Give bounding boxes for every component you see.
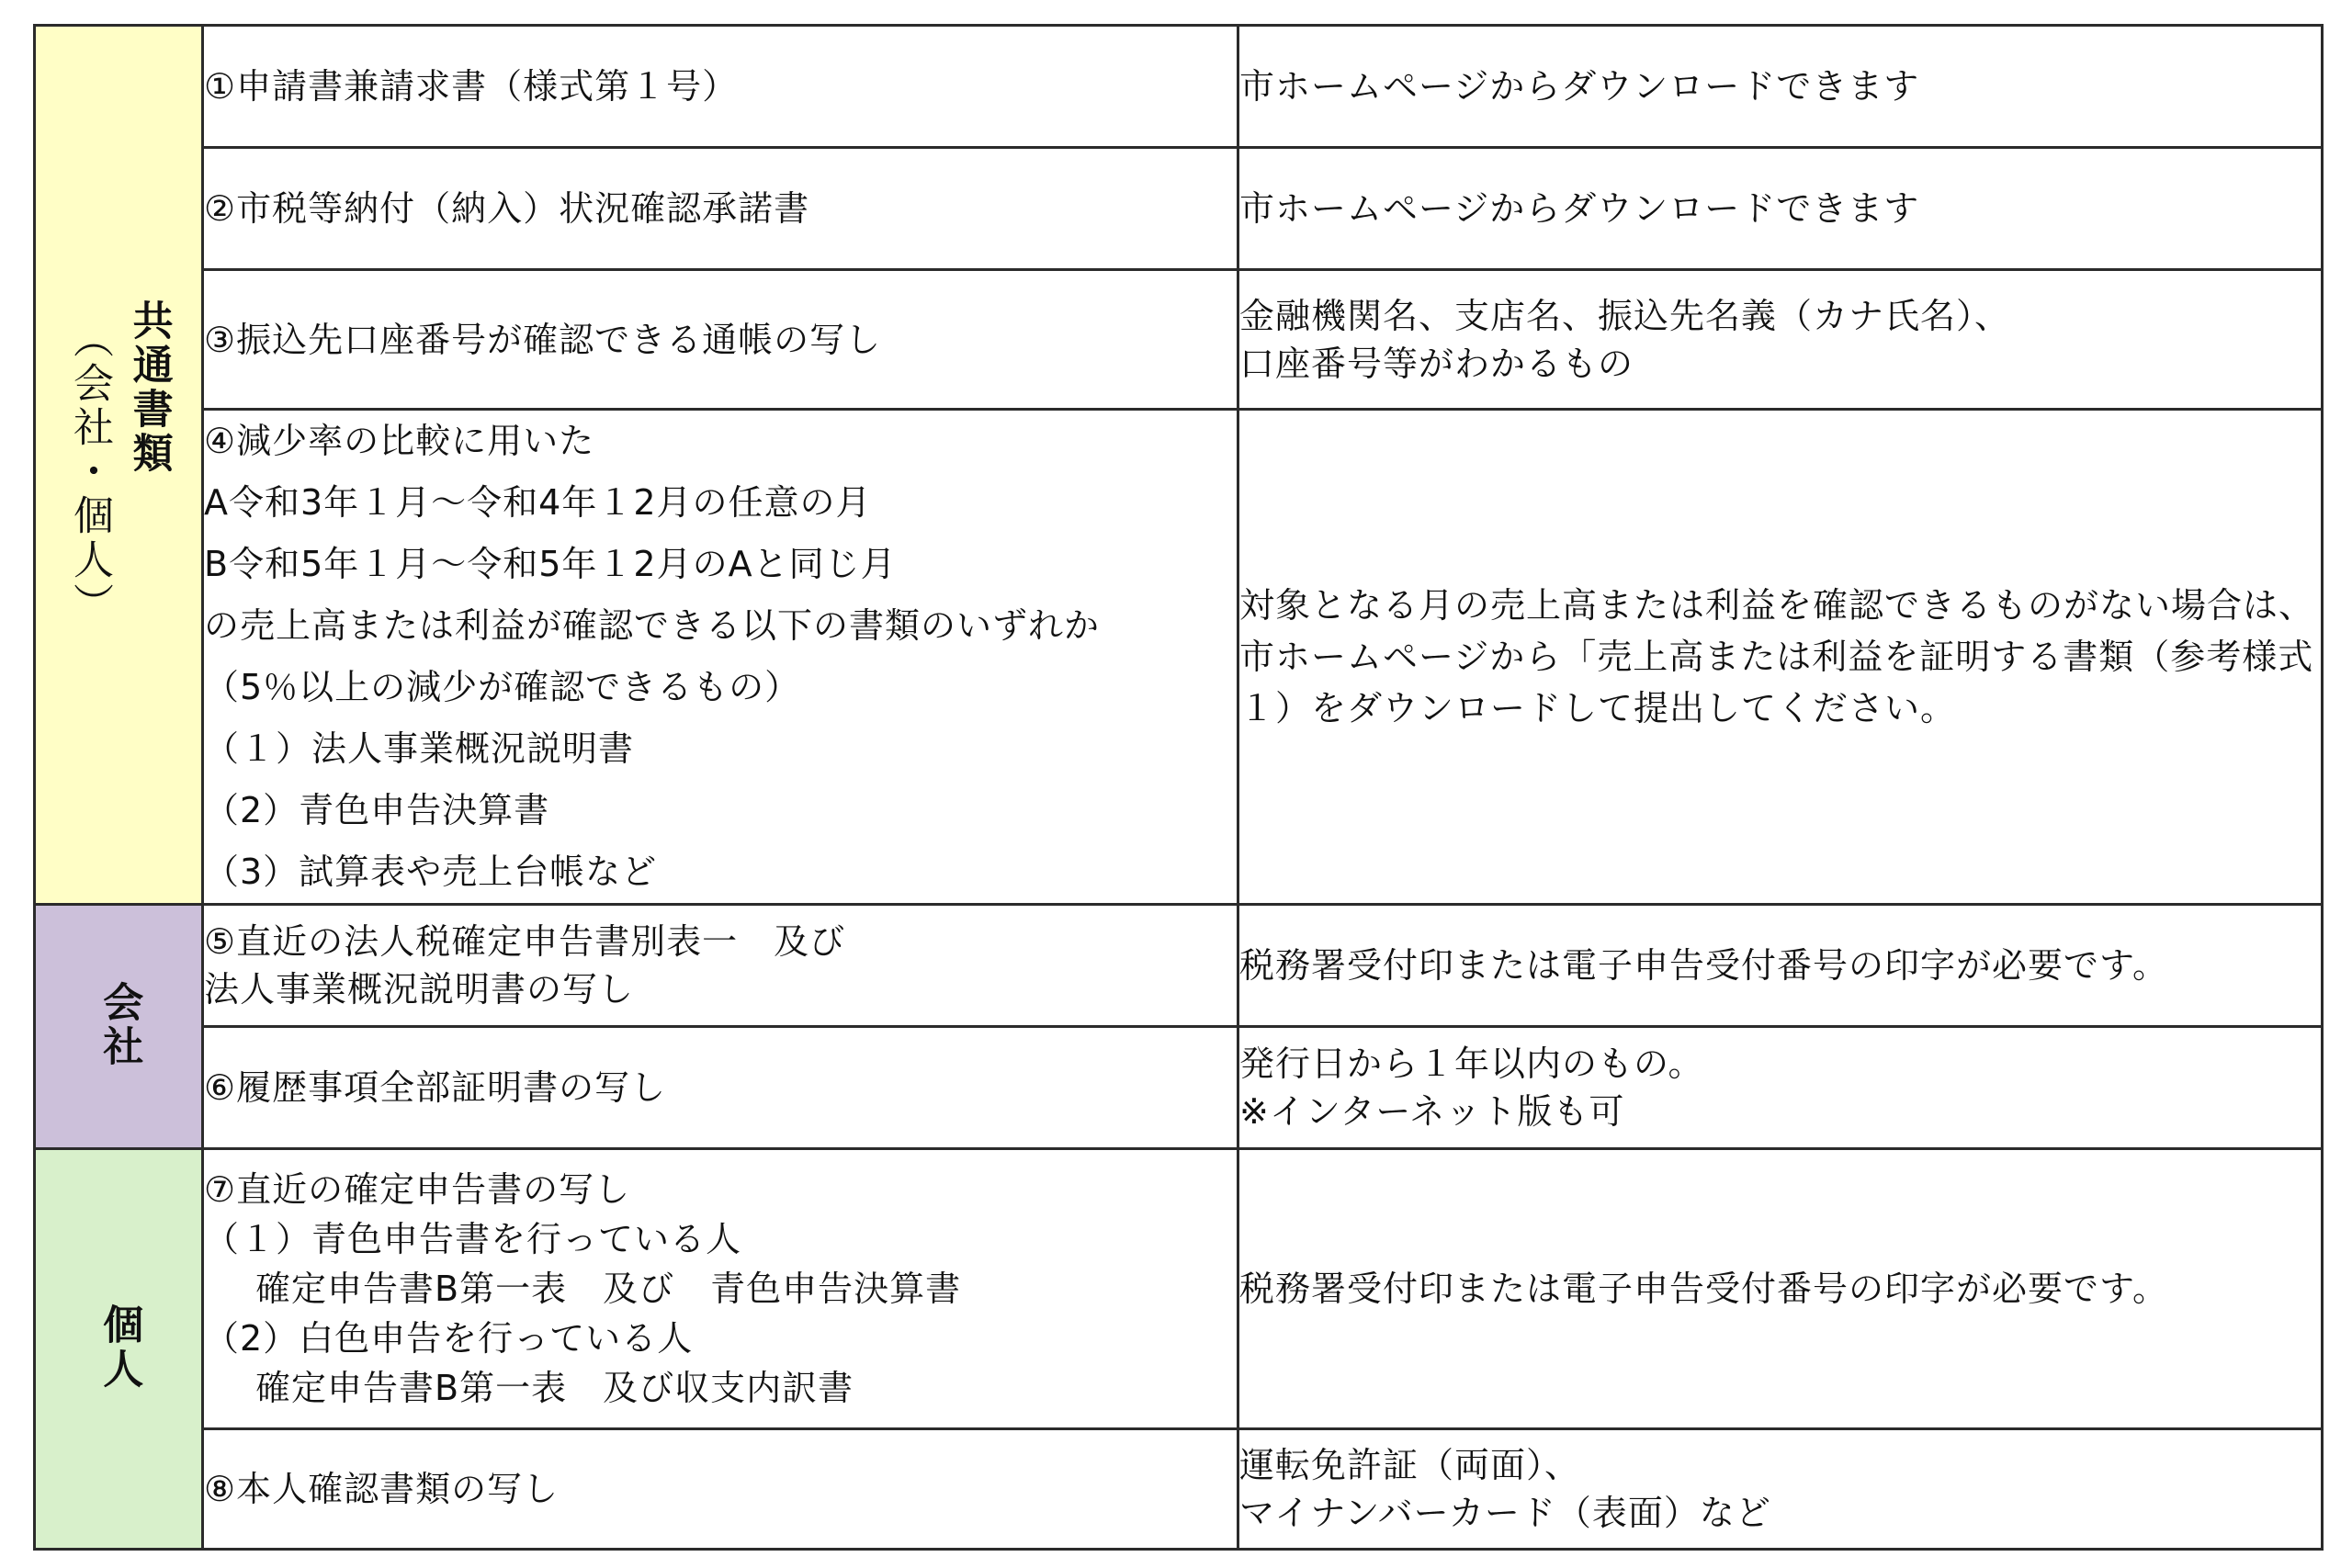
note-text: マイナンバーカード（表面）など bbox=[1239, 1493, 1771, 1533]
document-note bbox=[1238, 1027, 2323, 1149]
document-item bbox=[203, 1027, 1238, 1149]
document-note bbox=[1238, 410, 2323, 905]
table-row bbox=[35, 270, 2323, 410]
item-text: ②市税等納付（納入）状況確認承諾書 bbox=[204, 188, 810, 229]
table-row bbox=[35, 410, 2323, 905]
table-row bbox=[35, 1429, 2323, 1550]
item-text: （5％以上の減少が確認できるもの） bbox=[204, 667, 801, 707]
item-text: 確定申告書B第一表 及び収支内訳書 bbox=[255, 1368, 854, 1408]
note-text: 市ホームページからダウンロードできます bbox=[1239, 66, 1920, 107]
required-documents-table bbox=[33, 24, 2324, 1551]
note-text: 発行日から１年以内のもの。 bbox=[1239, 1043, 1704, 1084]
item-text: ⑦直近の確定申告書の写し bbox=[204, 1169, 631, 1210]
category-company-cell bbox=[35, 905, 203, 1149]
document-item bbox=[203, 270, 1238, 410]
item-text: （１）法人事業概況説明書 bbox=[204, 728, 635, 769]
item-text: ⑧本人確認書類の写し bbox=[204, 1469, 560, 1509]
item-text: 法人事業概況説明書の写し bbox=[204, 969, 635, 1010]
document-item bbox=[203, 1149, 1238, 1429]
document-note bbox=[1238, 1429, 2323, 1550]
document-item bbox=[203, 1429, 1238, 1550]
item-text: ④減少率の比較に用いた bbox=[204, 421, 595, 461]
document-item bbox=[203, 148, 1238, 270]
item-text: （2）白色申告を行っている人 bbox=[204, 1318, 694, 1359]
document-item bbox=[203, 905, 1238, 1027]
note-text: 税務署受付印または電子申告受付番号の印字が必要です。 bbox=[1239, 1269, 2168, 1309]
note-text: 金融機関名、支店名、振込先名義（カナ氏名）、 bbox=[1239, 295, 2011, 336]
item-text: ⑤直近の法人税確定申告書別表一 及び bbox=[204, 921, 846, 962]
document-note bbox=[1238, 270, 2323, 410]
item-text: A令和3年１月～令和4年１2月の任意の月 bbox=[204, 482, 872, 523]
table-row bbox=[35, 1027, 2323, 1149]
note-text: 市ホームページからダウンロードできます bbox=[1239, 188, 1920, 229]
item-text: （3）試算表や売上台帳など bbox=[204, 852, 658, 892]
category-common-cell bbox=[35, 26, 203, 905]
item-text: の売上高または利益が確認できる以下の書類のいずれか bbox=[204, 605, 1101, 646]
document-note bbox=[1238, 26, 2323, 148]
document-item bbox=[203, 26, 1238, 148]
note-text: 口座番号等がわかるもの bbox=[1239, 343, 1634, 384]
document-note bbox=[1238, 148, 2323, 270]
table-row bbox=[35, 148, 2323, 270]
item-text: （１）青色申告書を行っている人 bbox=[204, 1219, 742, 1259]
item-text: ③振込先口座番号が確認できる通帳の写し bbox=[204, 319, 882, 360]
note-text: 運転免許証（両面）、 bbox=[1239, 1445, 1581, 1485]
table-row bbox=[35, 1149, 2323, 1429]
note-text: 税務署受付印または電子申告受付番号の印字が必要です。 bbox=[1239, 945, 2168, 986]
category-personal-label: 個人 bbox=[96, 1303, 143, 1392]
category-common-sublabel: （会社・個人） bbox=[66, 318, 113, 626]
document-note bbox=[1238, 905, 2323, 1027]
note-text: ※インターネット版も可 bbox=[1239, 1091, 1625, 1132]
document-note bbox=[1238, 1149, 2323, 1429]
item-text: B令和5年１月～令和5年１2月のAと同じ月 bbox=[204, 544, 897, 584]
table-row bbox=[35, 26, 2323, 148]
item-text: 確定申告書B第一表 及び 青色申告決算書 bbox=[255, 1269, 962, 1309]
category-company-label: 会社 bbox=[96, 980, 143, 1069]
document-item bbox=[203, 410, 1238, 905]
category-personal-cell bbox=[35, 1149, 203, 1550]
item-text: ①申請書兼請求書（様式第１号） bbox=[204, 66, 739, 107]
note-text: 対象となる月の売上高または利益を確認できるものがない場合は、市ホームページから「売上高または利益を証明する書類（参考様式１）をダウンロードして提出してください。 bbox=[1239, 585, 2315, 728]
category-common-label: 共通書類 bbox=[125, 299, 173, 476]
item-text: ⑥履歴事項全部証明書の写し bbox=[204, 1067, 667, 1108]
table-row bbox=[35, 905, 2323, 1027]
item-text: （2）青色申告決算書 bbox=[204, 790, 550, 830]
